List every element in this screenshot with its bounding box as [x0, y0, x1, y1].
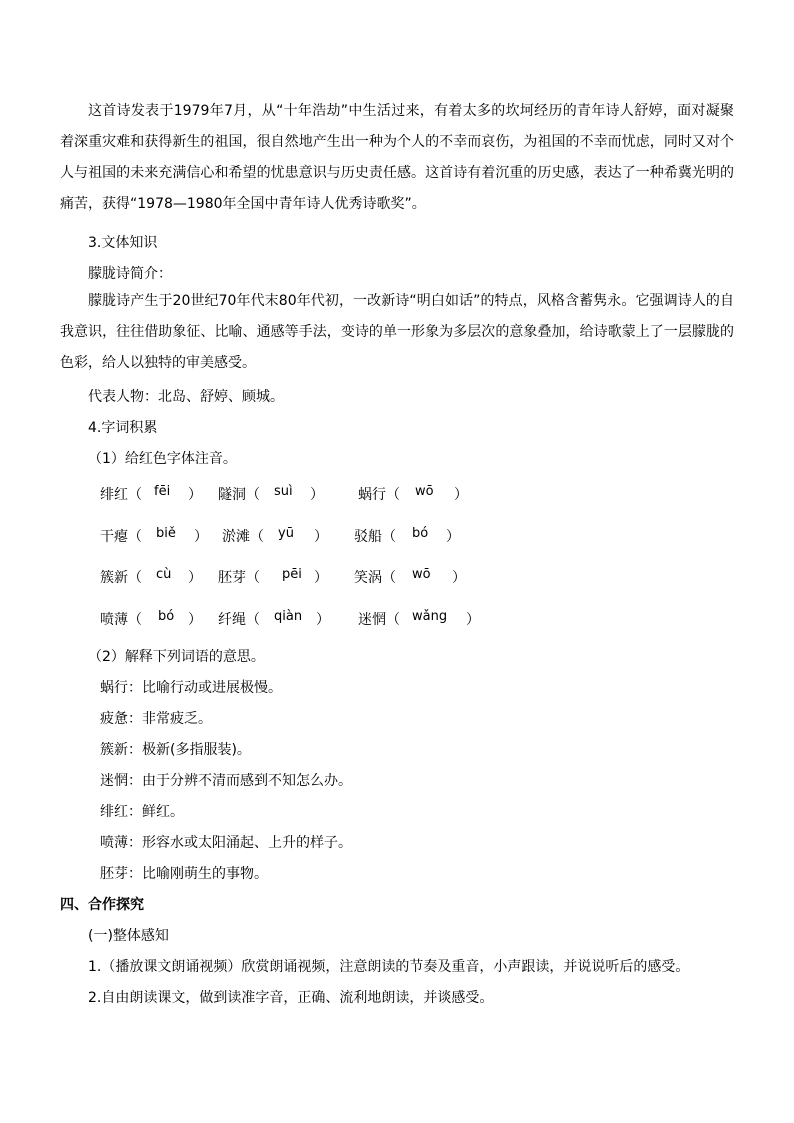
pinyin-close: ） — [194, 529, 208, 545]
pinyin-close: ） — [452, 570, 466, 586]
definition-item: 胚芽：比喻刚萌生的事物。 — [100, 866, 268, 882]
section3-title: 3.文体知识 — [88, 235, 158, 251]
pinyin-close: ） — [188, 487, 202, 503]
pinyin-answer: wō — [412, 567, 431, 582]
pinyin-close: ） — [466, 612, 480, 628]
pinyin-word: 驳船（ — [354, 529, 396, 545]
pinyin-answer: cù — [156, 567, 172, 582]
pinyin-close: ） — [314, 570, 328, 586]
pinyin-answer: biě — [156, 526, 176, 541]
section3-paragraph: 朦胧诗产生于20世纪70年代末80年代初，一改新诗“明白如话”的特点，风格含蓄隽永。它强调诗人的自我意识，往往借助象征、比喻、通感等手法，变诗的单一形象为多层次的意象叠加，给诗歌蒙上了一层朦胧的色彩，给人以独特的审美感受。 — [60, 293, 734, 371]
intro-paragraph: 这首诗发表于1979年7月，从“十年浩劫”中生活过来，有着太多的坎坷经历的青年诗人舒婷，面对凝聚着深重灾难和获得新生的祖国，很自然地产生出一种为个人的不幸而哀伤，为祖国的不幸而忧虑，同时又对个人与祖国的未来充满信心和希望的忧患意识与历史责任感。这首诗有着沉重的历史感，表达了一种希冀光明的痛苦，获得“1978—1980年全国中青年诗人优秀诗歌奖”。 — [60, 103, 734, 212]
pinyin-close: ） — [446, 529, 460, 545]
pinyin-close: ） — [188, 570, 202, 586]
pinyin-word: 喷薄（ — [100, 612, 142, 628]
definition-item: 迷惘：由于分辨不清而感到不知怎么办。 — [100, 773, 352, 789]
pinyin-word: 迷惘（ — [358, 612, 400, 628]
pinyin-word: 绯红（ — [100, 487, 142, 503]
pinyin-word: 簇新（ — [100, 570, 142, 586]
definition-item: 疲惫：非常疲乏。 — [100, 711, 212, 727]
definition-item: 绯红：鲜红。 — [100, 804, 184, 820]
section4-title: 4.字词积累 — [88, 420, 158, 436]
definition-item: 蜗行：比喻行动或进展极慢。 — [100, 680, 282, 696]
section-heading: 四、合作探究 — [60, 897, 144, 913]
activity-item: 1.（播放课文朗诵视频）欣赏朗诵视频，注意朗读的节奏及重音，小声跟读，并说说听后的感受。 — [88, 959, 690, 975]
pinyin-word: 蜗行（ — [358, 487, 400, 503]
pinyin-word: 隧洞（ — [218, 487, 260, 503]
definition-item: 喷薄：形容水或太阳涌起、上升的样子。 — [100, 835, 352, 851]
pinyin-answer: suì — [274, 484, 293, 499]
pinyin-answer: wǎng — [412, 609, 448, 624]
pinyin-answer: wō — [415, 484, 434, 499]
pinyin-word: 笑涡（ — [354, 570, 396, 586]
pinyin-word: 淤滩（ — [222, 529, 264, 545]
pinyin-answer: yū — [278, 526, 294, 541]
pinyin-word: 胚芽（ — [218, 570, 260, 586]
question-2: （2）解释下列词语的意思。 — [88, 649, 265, 665]
pinyin-close: ） — [188, 612, 202, 628]
pinyin-close: ） — [454, 487, 468, 503]
subsection-title: (一)整体感知 — [88, 928, 169, 944]
pinyin-answer: qiàn — [274, 609, 303, 624]
pinyin-answer: fēi — [154, 484, 171, 499]
pinyin-close: ） — [310, 487, 324, 503]
definition-item: 簇新：极新(多指服装)。 — [100, 742, 251, 758]
pinyin-answer: bó — [158, 609, 175, 624]
representatives-line: 代表人物：北岛、舒婷、顾城。 — [88, 389, 284, 405]
activity-item: 2.自由朗读课文，做到读准字音，正确、流利地朗读，并谈感受。 — [88, 990, 494, 1006]
pinyin-word: 干瘪（ — [100, 529, 142, 545]
question-1: （1）给红色字体注音。 — [88, 451, 237, 467]
pinyin-close: ） — [316, 612, 330, 628]
section3-subtitle: 朦胧诗简介： — [88, 266, 172, 282]
pinyin-word: 纤绳（ — [218, 612, 260, 628]
pinyin-close: ） — [314, 529, 328, 545]
pinyin-answer: pēi — [282, 567, 302, 582]
pinyin-answer: bó — [412, 526, 429, 541]
